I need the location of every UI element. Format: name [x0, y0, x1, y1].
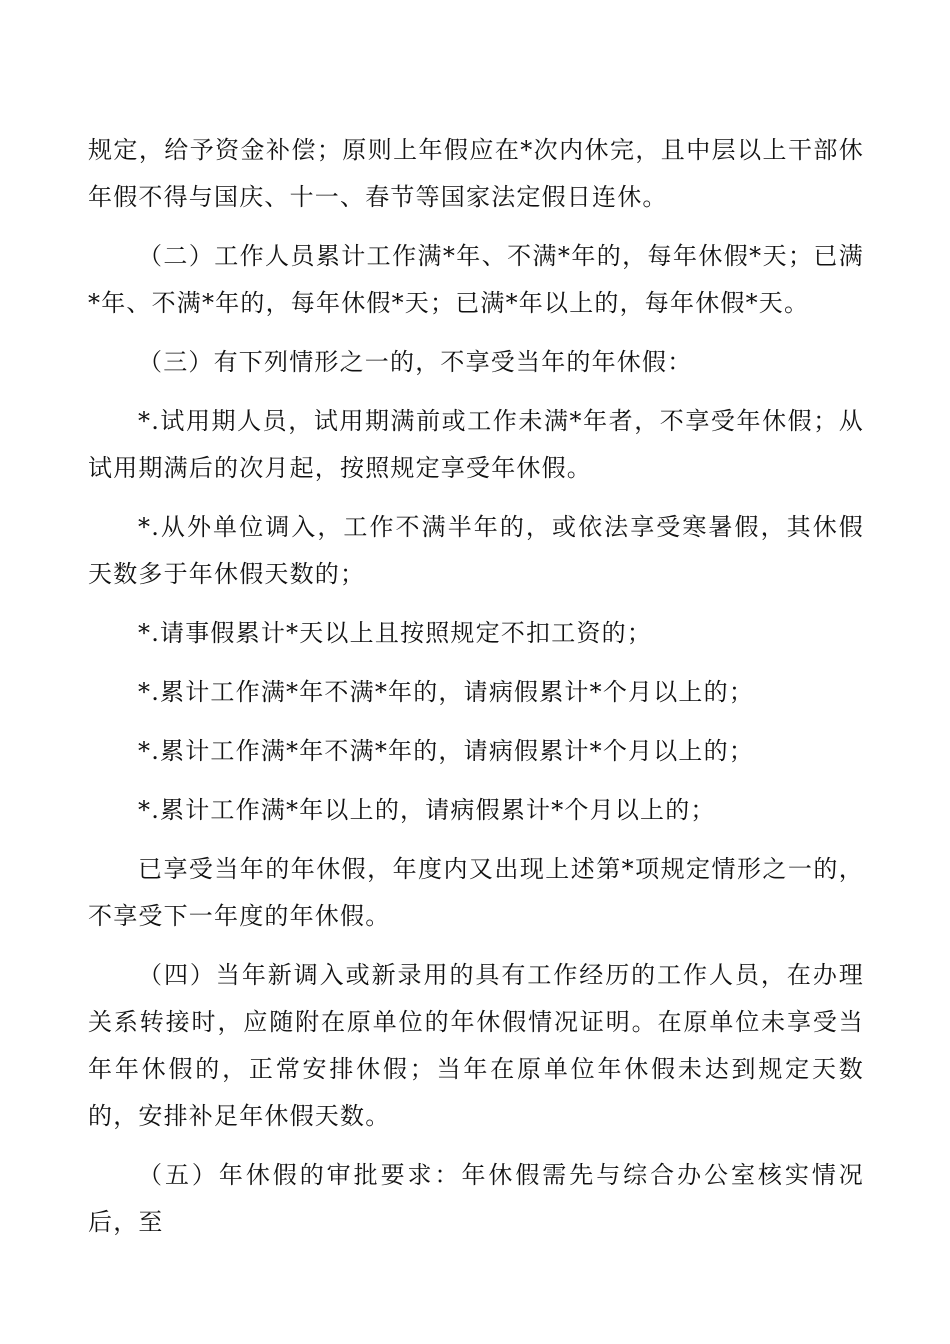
sub-item-transfer: *.从外单位调入，工作不满半年的，或依法享受寒暑假，其休假天数多于年休假天数的； — [88, 513, 864, 588]
sub-item-sick-leave-1: *.累计工作满*年不满*年的，请病假累计*个月以上的； — [138, 678, 755, 706]
paragraph-next-year-rule: 已享受当年的年休假，年度内又出现上述第*项规定情形之一的，不享受下一年度的年休假。 — [88, 855, 864, 930]
paragraph-item-2: （二）工作人员累计工作满*年、不满*年的，每年休假*天；已满*年、不满*年的，每年休假*天；已满*年以上的，每年休假*天。 — [88, 242, 864, 317]
sub-item-sick-leave-2: *.累计工作满*年不满*年的，请病假累计*个月以上的； — [138, 737, 755, 765]
paragraph-continuation: 规定，给予资金补偿；原则上年假应在*次内休完，且中层以上干部休年假不得与国庆、十一、春节等国家法定假日连休。 — [88, 136, 864, 211]
sub-item-personal-leave: *.请事假累计*天以上且按照规定不扣工资的； — [138, 619, 653, 647]
paragraph-item-5: （五）年休假的审批要求：年休假需先与综合办公室核实情况后，至 — [88, 1161, 864, 1236]
paragraph-item-4: （四）当年新调入或新录用的具有工作经历的工作人员，在办理关系转接时，应随附在原单位的年休假情况证明。在原单位未享受当年年休假的，正常安排休假；当年在原单位年休假未达到规定天数的，安排补足年休假天数。 — [88, 961, 864, 1130]
sub-item-sick-leave-3: *.累计工作满*年以上的，请病假累计*个月以上的； — [138, 796, 716, 824]
document-body — [88, 127, 864, 1258]
sub-item-probation: *.试用期人员，试用期满前或工作未满*年者，不享受年休假；从试用期满后的次月起，按照规定享受年休假。 — [88, 407, 864, 482]
paragraph-item-3: （三）有下列情形之一的，不享受当年的年休假： — [138, 348, 693, 376]
